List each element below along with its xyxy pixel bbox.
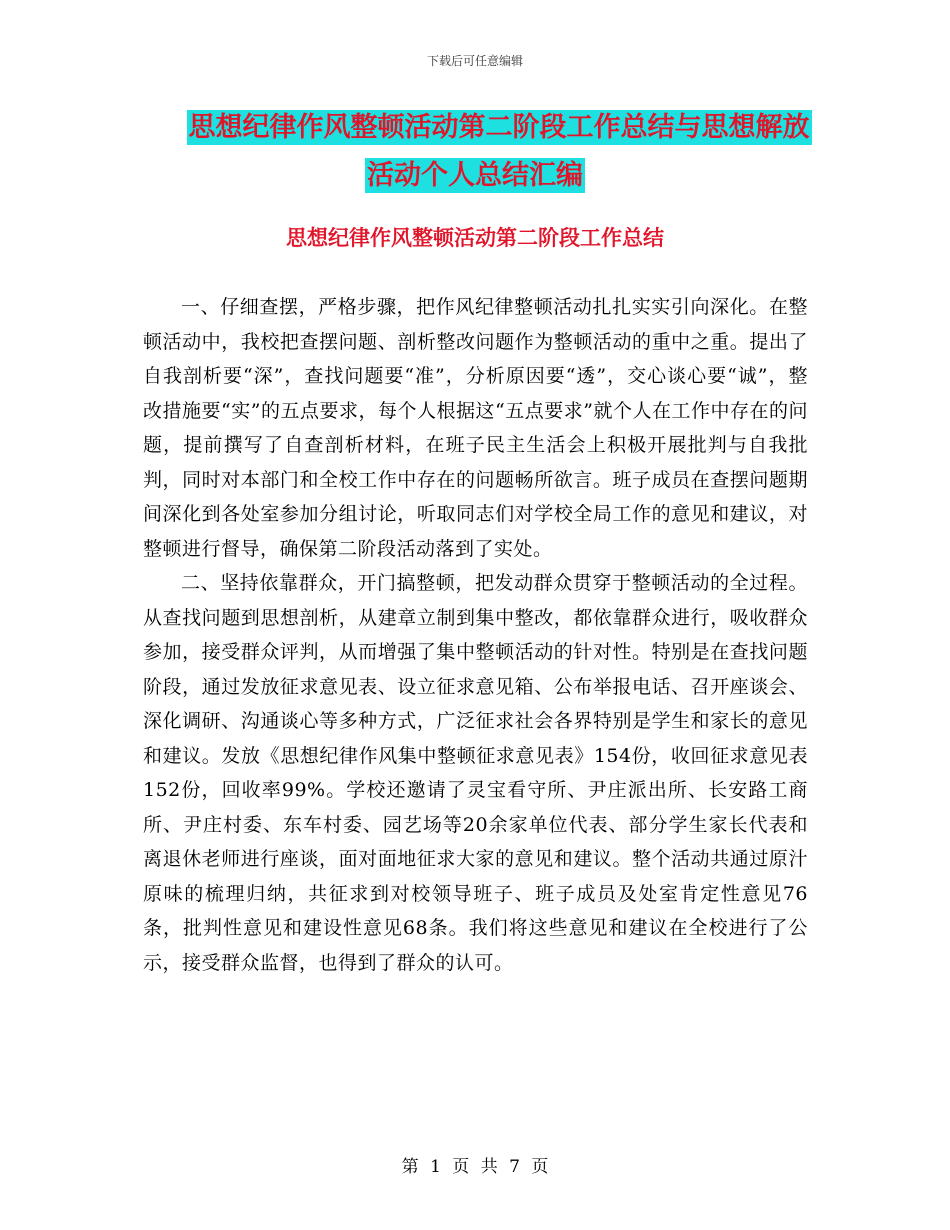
body-text [143,290,808,980]
paragraph-1: 一、仔细查摆，严格步骤，把作风纪律整顿活动扎扎实实引向深化。在整顿活动中，我校把查摆问题、剖析整改问题作为整顿活动的重中之重。提出了自我剖析要“深”，查找问题要“准”，分析原因要“透”，交心谈心要“诚”，整改措施要“实”的五点要求，每个人根据这“五点要求”就个人在工作中存在的问题，提前撰写了自查剖析材料，在班子民主生活会上积极开展批判与自我批判，同时对本部门和全校工作中存在的问题畅所欲言。班子成员在查摆问题期间深化到各处室参加分组讨论，听取同志们对学校全局工作的意见和建议，对整顿进行督导，确保第二阶段活动落到了实处。 [143,296,808,560]
page-number-footer: 第 1 页 共 7 页 [401,1157,549,1177]
document-title-line-2: 活动个人总结汇编 [367,160,583,191]
section-title: 思想纪律作风整顿活动第二阶段工作总结 [286,226,664,250]
paragraph-2: 二、坚持依靠群众，开门搞整顿，把发动群众贯穿于整顿活动的全过程。从查找问题到思想剖析，从建章立制到集中整改，都依靠群众进行，吸收群众参加，接受群众评判，从而增强了集中整顿活动的针对性。特别是在查找问题阶段，通过发放征求意见表、设立征求意见箱、公布举报电话、召开座谈会、深化调研、沟通谈心等多种方式，广泛征求社会各界特别是学生和家长的意见和建议。发放《思想纪律作风集中整顿征求意见表》154份，收回征求意见表152份，回收率99%。学校还邀请了灵宝看守所、尹庄派出所、长安路工商所、尹庄村委、东车村委、园艺场等20余家单位代表、部分学生家长代表和离退休老师进行座谈，面对面地征求大家的意见和建议。整个活动共通过原汁原味的梳理归纳，共征求到对校领导班子、班子成员及处室肯定性意见76条，批判性意见和建设性意见68条。我们将这些意见和建议在全校进行了公示，接受群众监督，也得到了群众的认可。 [143,572,808,974]
document-title-line-1: 思想纪律作风整顿活动第二阶段工作总结与思想解放 [188,112,810,143]
header-note: 下载后可任意编辑 [426,54,523,68]
document-title [0,104,950,200]
